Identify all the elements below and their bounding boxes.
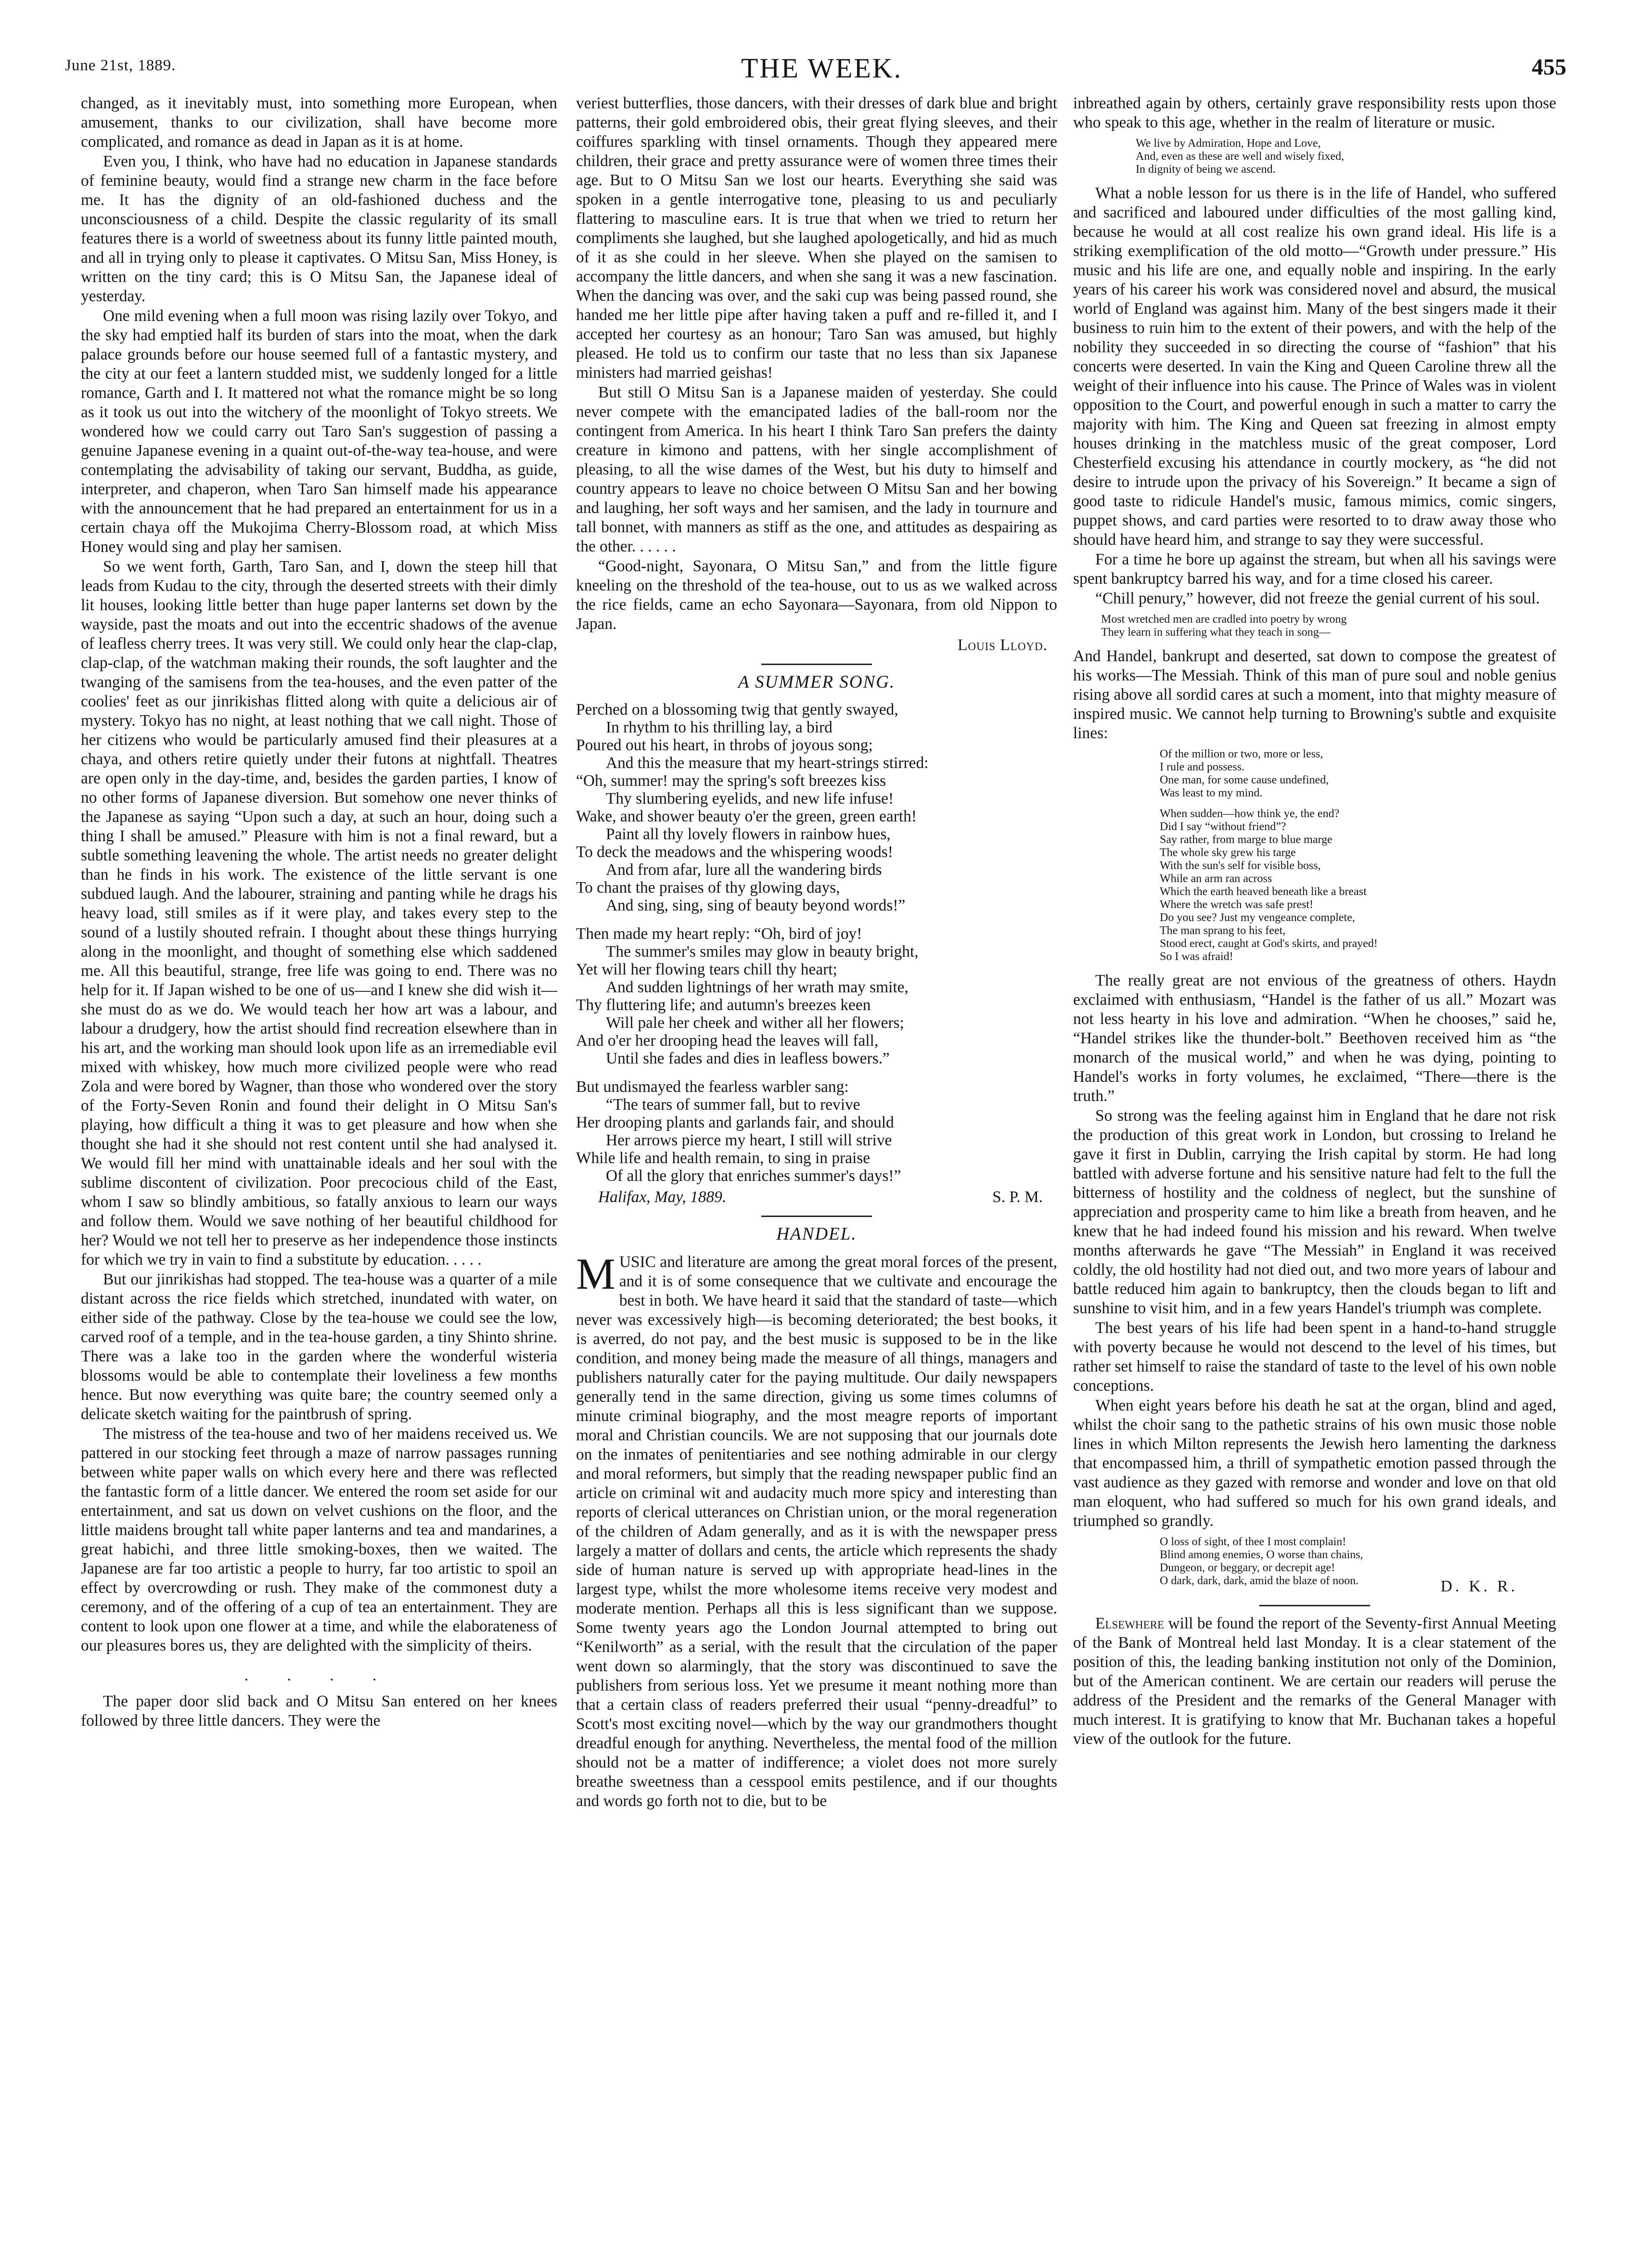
paragraph: Even you, I think, who have had no education in Japanese standards of feminine beauty, would find a strange new charm in the face before me. It has the dignity of an old-fashioned duchess and the unconsciousness of a child. Despite the classic regularity of its small features there is a world of sweetness about its funny little painted mouth, and all in trying only to please it captivates. O Mitsu San, Miss Honey, is written on the tiny card; this is O Mitsu San, the Japanese ideal of yesterday. — [81, 153, 557, 305]
column-1 — [81, 94, 557, 1731]
verse-line: “The tears of summer fall, but to revive — [606, 1096, 860, 1114]
divider-rule — [761, 664, 872, 665]
section-separator: . . . . — [244, 1666, 394, 1684]
poem-title: A SUMMER SONG. — [738, 672, 896, 692]
verse-line: Then made my heart reply: “Oh, bird of joy! — [576, 925, 862, 943]
paragraph: What a noble lesson for us there is in the life of Handel, who suffered and sacrificed and laboured under difficulties of the most galling kind, because he would at all cost realize his own grand ideal. His life is a striking exemplification of the old motto—“Growth under pressure.” His music and his life are one, and equally noble and inspiring. In the early years of his career his work was considered novel and absurd, the musical world of England was against him. Many of the best singers made it their business to ruin him to the extent of their powers, and with the help of the nobility they succeeded in so directing the course of “fashion” that his concerts were deserted. In vain the King and Queen Caroline threw all the weight of their influence into his cause. The Prince of Wales was in violent opposition to the Court, and powerful enough in such a matter to carry the majority with him. The King and Queen sat freezing in almost empty houses drinking in the matchless music of the great composer, Lord Chesterfield excusing his attendance in courtly mockery, as “he did not desire to intrude upon the privacy of his Sovereign.” It became a sign of good taste to ridicule Handel's music, famous mimics, comic singers, puppet shows, and card parties were resorted to to draw away those who should have heard him, and strange to say they were successful. — [1073, 184, 1556, 549]
paragraph: For a time he bore up against the stream, but when all his savings were spent bankruptcy barred his way, and for a time closed his career. — [1073, 551, 1556, 588]
page-number: 455 — [1532, 54, 1566, 80]
verse-line: Most wretched men are cradled into poetry by wrong — [1101, 613, 1347, 626]
divider-rule — [761, 1216, 872, 1217]
drop-cap: M — [576, 1249, 615, 1298]
verse-line: One man, for some cause undefined, — [1160, 774, 1329, 786]
verse-line: When sudden—how think ye, the end? — [1160, 807, 1340, 820]
paragraph: “Good-night, Sayonara, O Mitsu San,” and from the little figure kneeling on the threshold of the tea-house, out to us as we walked across the rice fields, came an echo Sayonara—Sayonara, from old Nippon to Japan. — [576, 557, 1057, 633]
verse-line: And this the measure that my heart-strings stirred: — [606, 754, 929, 772]
verse-line: We live by Admiration, Hope and Love, — [1136, 137, 1321, 150]
paragraph: The really great are not envious of the greatness of others. Haydn exclaimed with enthusiasm, “Handel is the father of us all.” Mozart was not less hearty in his love and admiration. “When he chooses,” said he, “Handel strikes like the thunder-bolt.” Beethoven received him as “the monarch of the musical world,” and when he was dying, pointing to Handel's works in forty volumes, he exclaimed, “There—there is the truth.” — [1073, 972, 1556, 1105]
verse-line: Of all the glory that enriches summer's days!” — [606, 1167, 901, 1185]
verse-line: Poured out his heart, in throbs of joyous song; — [576, 736, 873, 754]
verse-line: And o'er her drooping head the leaves will fall, — [576, 1032, 879, 1050]
verse-line: Dungeon, or beggary, or decrepit age! — [1160, 1562, 1335, 1574]
verse-line: Which the earth heaved beneath like a breast — [1160, 885, 1367, 898]
verse-line: But undismayed the fearless warbler sang: — [576, 1078, 849, 1096]
paragraph — [1073, 1614, 1556, 1749]
verse-line: While life and health remain, to sing in praise — [576, 1149, 871, 1167]
paragraph-text: will be found the report of the Seventy-first Annual Meeting of the Bank of Montreal held last Monday. It is a clear statement of the position of this, the leading banking institution not only of the Dominion, but of the American continent. We are certain our readers will peruse the address of the President and the remarks of the General Manager with much interest. It is gratifying to know that Mr. Buchanan takes a hopeful view of the outlook for the future. — [1073, 1615, 1556, 1748]
verse-line: Did I say “without friend”? — [1160, 820, 1286, 833]
lead-word: Elsewhere — [1095, 1615, 1165, 1632]
verse-line: Was least to my mind. — [1160, 787, 1263, 799]
paragraph: The best years of his life had been spent in a hand-to-hand struggle with poverty because he would not descend to the level of his times, but rather set himself to raise the standard of taste to the level of his own noble conceptions. — [1073, 1319, 1556, 1395]
verse-line: The whole sky grew his targe — [1160, 846, 1296, 859]
verse-line: The summer's smiles may glow in beauty bright, — [606, 943, 919, 961]
verse-line: O dark, dark, dark, amid the blaze of noon. — [1160, 1575, 1359, 1587]
author-signature: D. K. R. — [1440, 1577, 1518, 1595]
verse-line: In dignity of being we ascend. — [1136, 163, 1276, 176]
article-lead-text: USIC and literature are among the great moral forces of the present, and it is of some consequence that we cultivate and encourage the best in both. We have heard it said that the standard of taste—which never was excessively high—is becoming deteriorated; the best books, it is averred, do not pay, and the best music is supposed to be in the like condition, and money being made the measure of all things, managers and publishers naturally cater for the paying multitude. Our daily newspapers generally tend in the same direction, giving us some times columns of minute criminal biography, and the most meagre reports of important moral and Christian councils. We are not supposing that our journals dote on the inmates of penitentiaries and see nothing admirable in our clergy and moral reformers, but simply that the reading newspaper public find an article on criminal wit and audacity much more spicy and interesting than reports of clerical utterances on Christian union, or the moral regeneration of the children of Adam generally, and as it is with the newspaper press largely a matter of dollars and cents, the article which represents the shady side of human nature is served up with appropriate head-lines in the largest type, whilst the more wholesome items receive very modest and moderate mention. Perhaps all this is less significant than we suppose. Some twenty years ago the London Journal attempted to bring out “Kenilworth” as a serial, with the result that the circulation of the paper went down so alarmingly, that the story was discontinued to save the publishers from serious loss. Yet we presume it meant nothing more than that a certain class of readers preferred their usual “penny-dreadful” to Scott's most exciting novel—which by the way our grandmothers thought dreadful enough for anything. Nevertheless, the mental food of the million should not be a matter of indifference; a violet does not more surely breathe sweetness than a cesspool emits pestilence, and if our thoughts and words go forth not to die, but to be — [576, 1253, 1057, 1810]
verse-line: Of the million or two, more or less, — [1160, 748, 1323, 760]
verse-line: Wake, and shower beauty o'er the green, green earth! — [576, 807, 917, 825]
verse-line: They learn in suffering what they teach in song— — [1101, 626, 1331, 639]
verse-line: To chant the praises of thy glowing days, — [576, 879, 840, 897]
verse-line: Yet will her flowing tears chill thy heart; — [576, 961, 837, 978]
masthead-title: THE WEEK. — [741, 52, 903, 84]
verse-line: And sudden lightnings of her wrath may smite, — [606, 978, 909, 996]
verse-line: Say rather, from marge to blue marge — [1160, 833, 1332, 846]
verse-quote — [1073, 748, 1556, 800]
verse-line: Her arrows pierce my heart, I still will strive — [606, 1131, 892, 1149]
verse-quote — [1073, 807, 1556, 963]
poem-signature: S. P. M. — [992, 1188, 1043, 1206]
column-2 — [576, 94, 1057, 1811]
paragraph: But still O Mitsu San is a Japanese maiden of yesterday. She could never compete with the emancipated ladies of the ball-room nor the contingent from America. In his heart I think Taro San prefers the dainty creature in kimono and pattens, with her single accomplishment of pleasing, to all the wise dames of the West, but his duty to himself and country appears to leave no choice between O Mitsu San and her bowing and laughing, her soft ways and her samisen, and the lady in tournure and tall bonnet, with manners as stiff as the one, and attitudes as despairing as the other. . . . . . — [576, 384, 1057, 555]
verse-line: I rule and possess. — [1160, 761, 1244, 773]
column-3 — [1073, 94, 1556, 1749]
verse-line: Paint all thy lovely flowers in rainbow hues, — [606, 825, 891, 843]
verse-quote — [1073, 613, 1556, 639]
paragraph: One mild evening when a full moon was rising lazily over Tokyo, and the sky had emptied half its burden of stars into the moat, when the dark palace grounds before our house seemed full of a fantastic mystery, and the city at our feet a lantern studded mist, we suddenly longed for a little romance, Garth and I. It mattered not what the romance might be so long as it took us out into the witchery of the moonlight of Tokyo streets. We wondered how we could carry out Taro San's suggestion of passing a genuine Japanese evening in a quaint out-of-the-way tea-house, and were contemplating the advisability of taking our servant, Buddha, as guide, interpreter, and chaperon, when Taro San himself made his appearance with the announcement that he had prepared an entertainment for us in a certain chaya off the Mukojima Cherry-Blossom road, at which Miss Honey would sing and play her samisen. — [81, 307, 557, 556]
verse-line: And, even as these are well and wisely fixed, — [1136, 150, 1345, 163]
paragraph: But our jinrikishas had stopped. The tea-house was a quarter of a mile distant across the rice fields which stretched, inundated with water, on either side of the pathway. Close by the tea-house we could see the low, carved roof of a temple, and in the tea-house garden, a tiny Shinto shrine. There was a lake too in the garden where the wonderful wisteria blossoms would be able to contemplate their loveliness a few months hence. But now everything was quite bare; the country seemed only a delicate sketch waiting for the paintbrush of spring. — [81, 1270, 557, 1423]
verse-line: Her drooping plants and garlands fair, and should — [576, 1114, 894, 1131]
verse-line: In rhythm to his thrilling lay, a bird — [606, 718, 833, 736]
poem-footer — [576, 1188, 1057, 1207]
paragraph: So strong was the feeling against him in England that he dare not risk the production of this great work in London, but crossing to Ireland he gave it first in Dublin, carrying the Irish capital by storm. He had long battled with adverse fortune and his sensitive nature had felt to the full the bitterness of hostility and the coldness of neglect, but the sunshine of appreciation and prosperity came to him like a breath from heaven, and he knew that he had indeed found his mission and his reward. When twelve months afterwards he gave “The Messiah” in England it was received coldly, the old hostility had not died out, and two more years of labour and battle reduced him again to bankruptcy, then the clouds began to lift and sunshine to visit him, and in a few years Handel's triumph was complete. — [1073, 1107, 1556, 1317]
verse-line: “Oh, summer! may the spring's soft breezes kiss — [576, 772, 886, 790]
verse-line: Do you see? Just my vengeance complete, — [1160, 911, 1355, 924]
verse-quote — [1073, 137, 1556, 176]
paragraph: changed, as it inevitably must, into something more European, when amusement, thanks to our civilization, shall have become more complicated, and romance as dead in Japan as it is at home. — [81, 94, 557, 151]
verse-line: With the sun's self for visible boss, — [1160, 859, 1321, 872]
paragraph: When eight years before his death he sat at the organ, blind and aged, whilst the choir sang to the pathetic strains of his own music those noble lines in which Milton represents the Jewish hero lamenting the darkness that encompassed him, a thrill of sympathetic emotion passed through the vast audience as they gazed with remorse and wonder and love on that old man eloquent, who had suffered so much for his own grand ideals, and triumphed so grandly. — [1073, 1397, 1556, 1530]
verse-line: The man sprang to his feet, — [1160, 924, 1286, 937]
author-signature: Louis Lloyd. — [957, 636, 1048, 654]
poem — [576, 701, 1057, 1185]
verse-line: And from afar, lure all the wandering birds — [606, 861, 882, 879]
article-lead-paragraph — [576, 1249, 1057, 1811]
verse-line: O loss of sight, of thee I most complain! — [1160, 1536, 1346, 1548]
verse-line: Will pale her cheek and wither all her flowers; — [606, 1014, 904, 1032]
poem-place-date: Halifax, May, 1889. — [598, 1188, 727, 1206]
verse-line — [576, 1067, 1057, 1078]
verse-line — [576, 914, 1057, 925]
verse-line: Perched on a blossoming twig that gently swayed, — [576, 701, 898, 718]
verse-line: Thy fluttering life; and autumn's breezes keen — [576, 996, 871, 1014]
paragraph: “Chill penury,” however, did not freeze the genial current of his soul. — [1095, 589, 1540, 607]
paragraph: So we went forth, Garth, Taro San, and I, down the steep hill that leads from Kudau to the city, through the deserted streets with their dimly lit houses, looking little better than huge paper lanterns set down by the wayside, past the moats and out into the eccentric shadows of the avenue of leafless cherry trees. It was very still. We could only hear the clap-clap, clap-clap, of the watchman making their rounds, the soft laughter and the twanging of the samisens from the tea-houses, and the even patter of the coolies' feet as our jinrikishas flitted along with quite a delicious air of mystery. Tokyo has no night, at least nothing that we call night. Those of her citizens who would be particularly amused find their pleasures at a chaya, and others retire quietly under their futons at nightfall. Theatres are open only in the day-time, and, besides the garden parties, I know of no other forms of Japanese diversion. But somehow one never thinks of the Japanese as saying “Upon such a day, at such an hour, doing such a thing I shall be amused.” Pleasure with him is not a final reward, but a subtle something leavening the whole. The artist needs no greater delight than he finds in his work. The existence of the little servant is one subdued laugh. And the labourer, straining and panting while he drags his heavy load, still smiles as if it were play, and takes every step to the sound of a lustily shouted refrain. I thought about these things hurrying along in the moonlight, and thought of something else which saddened me. All this beautiful, strange, free life was going to end. There was no help for it. If Japan wished to be one of us—and I knew she did wish it—she must do as we do. We would teach her how art was a labour, and labour a drudgery, how the artist should find recreation elsewhere than in his art, and the working man should look upon life as an irremediable evil mixed with whiskey, how much more civilized people were who read Zola and were bored by Wagner, than those who wondered over the story of the Forty-Seven Ronin and found their delight in O Mitsu San's playing, how difficult a thing it was to get pleasure and how when she thought she had it she should not rest content until she had analysed it. We would fill her mind with unattainable ideals and her soul with the sublime discontent of civilization. Poor precocious child of the East, whom I saw so blindly ambitious, so fatally anxious to learn our ways and follow them. Would we save nothing of her beautiful childhood for her? Would we not tell her to preserve as her independence those instincts for which we try in vain to find a substitute by education. . . . . — [81, 558, 557, 1269]
paragraph: And Handel, bankrupt and deserted, sat down to compose the greatest of his works—The Messiah. Think of this man of pure soul and noble genius rising above all sordid cares at such a moment, into that mighty measure of inspired music. We cannot help turning to Browning's subtle and exquisite lines: — [1073, 647, 1556, 742]
issue-date: June 21st, 1889. — [65, 57, 176, 74]
verse-line: To deck the meadows and the whispering woods! — [576, 843, 893, 861]
verse-line: Blind among enemies, O worse than chains, — [1160, 1549, 1363, 1561]
verse-line: While an arm ran across — [1160, 872, 1272, 885]
article-title: HANDEL. — [776, 1224, 857, 1244]
verse-line: So I was afraid! — [1160, 950, 1233, 963]
verse-line: Until she fades and dies in leafless bowers.” — [606, 1050, 890, 1067]
verse-line: Stood erect, caught at God's skirts, and prayed! — [1160, 937, 1378, 950]
verse-line: Thy slumbering eyelids, and new life infuse! — [606, 790, 894, 807]
verse-line: Where the wretch was safe prest! — [1160, 898, 1314, 911]
verse-line: And sing, sing, sing of beauty beyond words!” — [606, 897, 906, 914]
paragraph: The mistress of the tea-house and two of her maidens received us. We pattered in our stocking feet through a maze of narrow passages running between white paper walls on which every here and there was reflected the fantastic form of a little dancer. We entered the room set aside for our entertainment, and sat us down on velvet cushions on the floor, and the little maidens brought tall white paper lanterns and tea and mandarines, a great habichi, and three little smoking-boxes, then we waited. The Japanese are far too artistic a people to hurry, far too artistic to spoil an effect by overcrowding or rush. They make of the commonest duty a ceremony, and of the offering of a cup of tea an entertainment. They are content to look upon one flower at a time, and while the elaborateness of our pleasures bores us, they are delighted with the simplicity of theirs. — [81, 1425, 557, 1654]
paragraph: The paper door slid back and O Mitsu San entered on her knees followed by three little dancers. They were the — [81, 1692, 557, 1730]
divider-rule — [1259, 1605, 1370, 1606]
paragraph: veriest butterflies, those dancers, with their dresses of dark blue and bright patterns, their gold embroidered obis, their great flying sleeves, and their coiffures sparkling with tinsel ornaments. Though they appeared mere children, their grace and pretty assurance were of women three times their age. But to O Mitsu San we lost our hearts. Everything she said was spoken in a gentle interrogative tone, pleasing to us and peculiarly flattering to masculine ears. It is true that when we tried to return her compliments she laughed, but she laughed apologetically, and hid as much of it as she could in her sleeve. When she played on the samisen to accompany the little dancers, and when she sang it was a new fascination. When the dancing was over, and the saki cup was being passed round, she handed me her little pipe after having taken a puff and re-filled it, and I accepted her courtesy as an honour; Taro San was amused, but highly pleased. He told us to confirm our taste that no less than six Japanese ministers had married geishas! — [576, 94, 1057, 382]
paragraph: inbreathed again by others, certainly grave responsibility rests upon those who speak to this age, whether in the realm of literature or music. — [1073, 94, 1556, 131]
